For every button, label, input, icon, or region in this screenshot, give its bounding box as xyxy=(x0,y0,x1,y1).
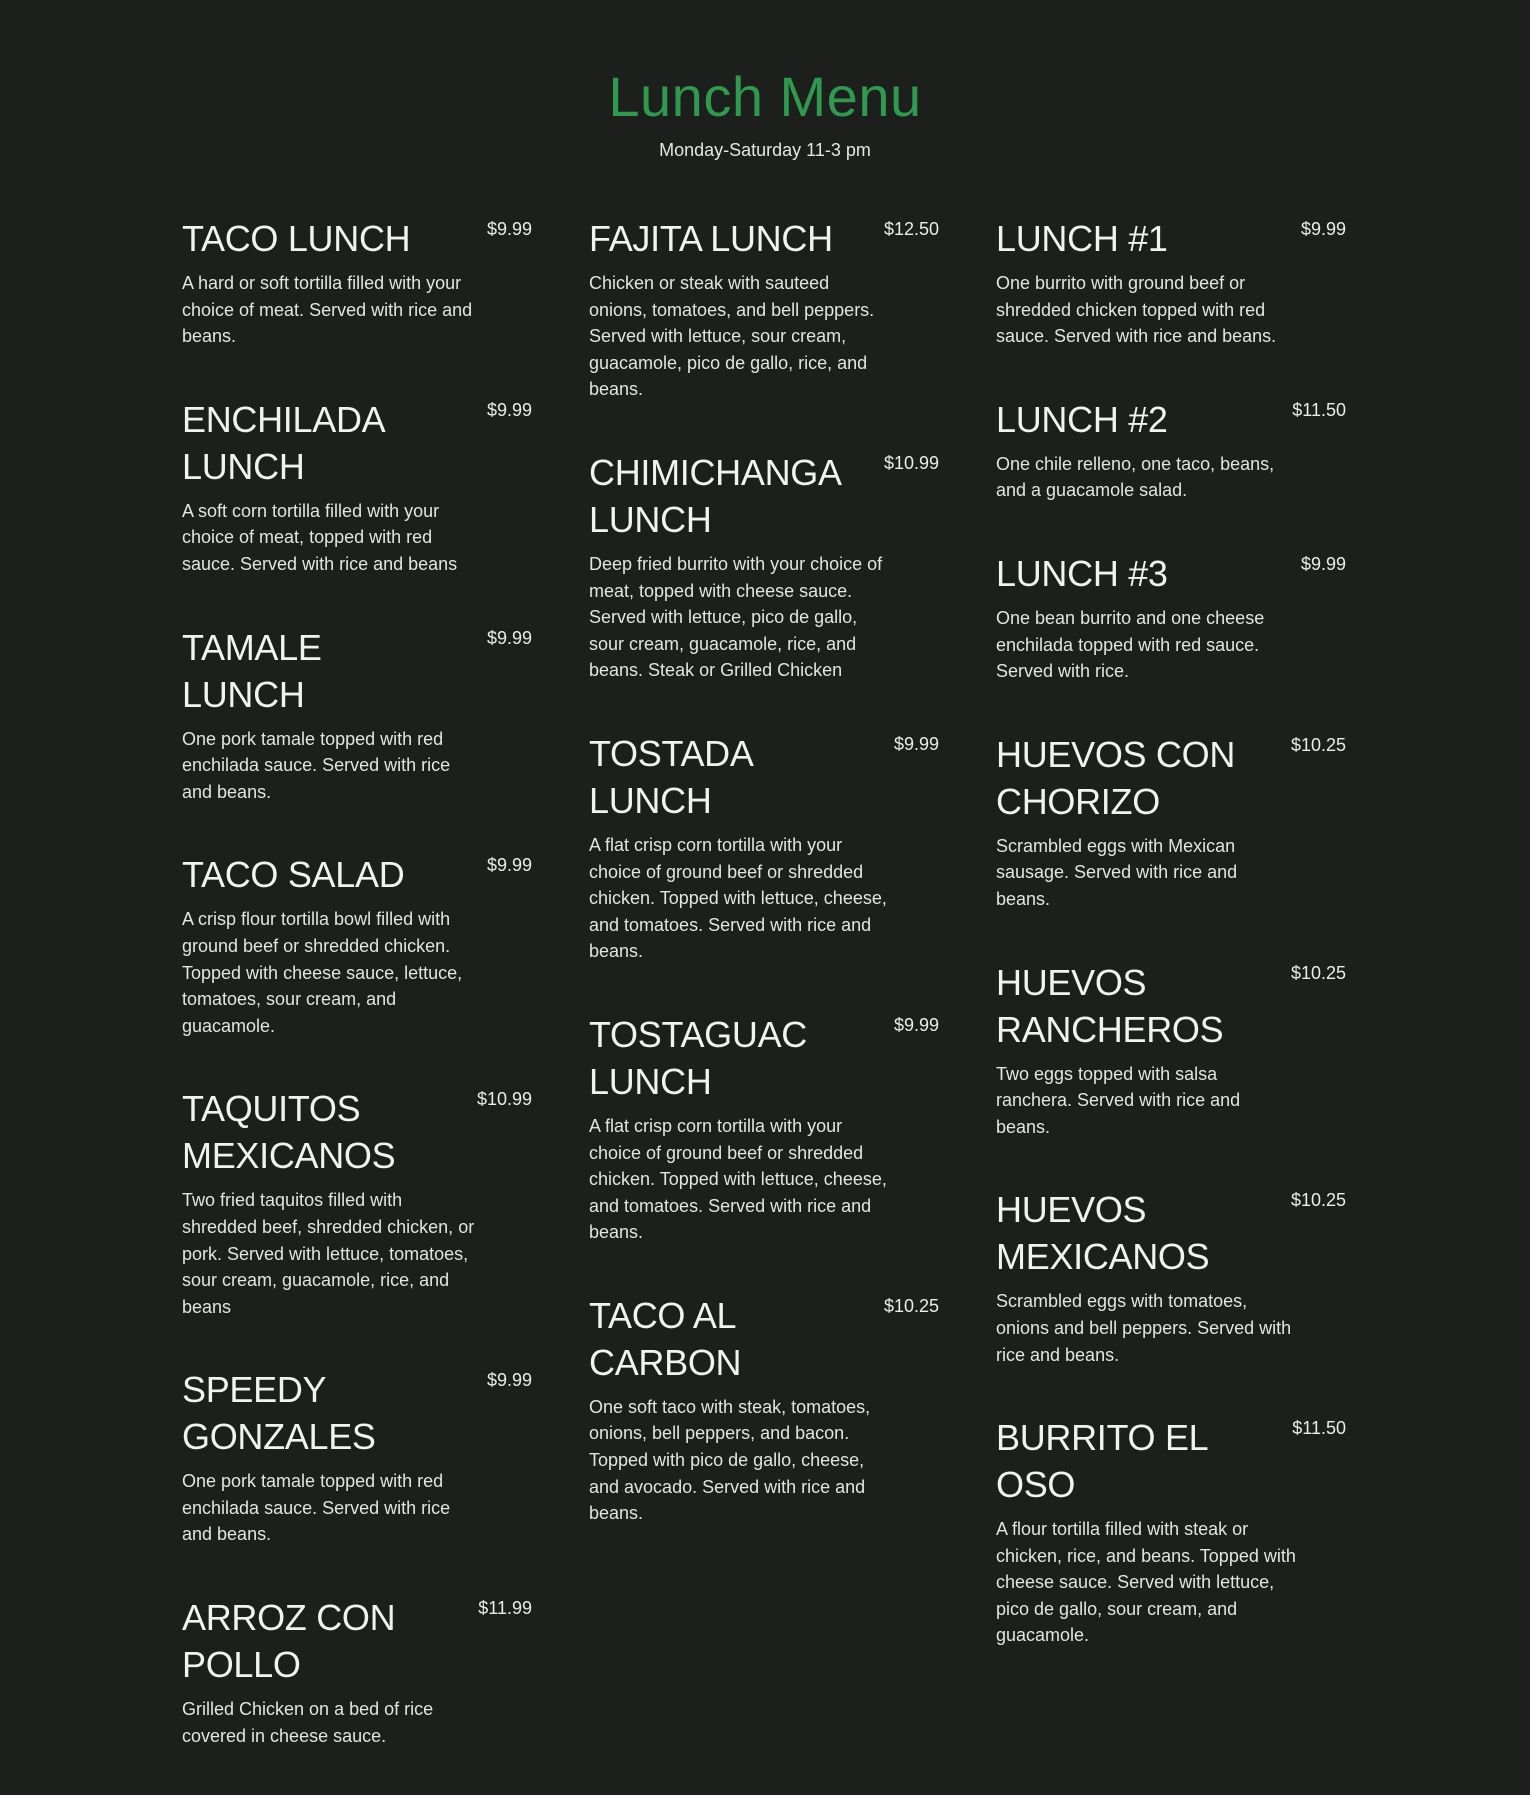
menu-item-header xyxy=(589,215,939,262)
menu-item-header xyxy=(996,396,1346,443)
menu-item-name: BURRITO EL OSO xyxy=(996,1417,1208,1506)
menu-item-name: HUEVOS CON CHORIZO xyxy=(996,733,1236,822)
menu-item-name: TAMALE LUNCH xyxy=(182,626,322,715)
menu-item-price: $10.25 xyxy=(883,1295,939,1316)
menu-item xyxy=(182,624,532,806)
menu-item xyxy=(996,1414,1346,1649)
menu-item xyxy=(996,215,1346,350)
menu-item-header xyxy=(182,851,532,898)
menu-item xyxy=(996,959,1346,1141)
menu-item-price: $9.99 xyxy=(486,855,532,876)
menu-item-description: A flour tortilla filled with steak or chicken, rice, and beans. Topped with cheese sauce. Served with lettuce, pico de gallo, sour cream, and guacamole. xyxy=(996,1519,1296,1646)
menu-item-description: One pork tamale topped with red enchilada sauce. Served with rice and beans. xyxy=(182,728,451,802)
menu-item xyxy=(589,1011,939,1246)
menu-item xyxy=(182,396,532,578)
page-subtitle: Monday-Saturday 11-3 pm xyxy=(659,140,871,160)
menu-item-name: TOSTADA LUNCH xyxy=(589,732,752,821)
menu-item-name: HUEVOS RANCHEROS xyxy=(996,961,1224,1050)
menu-item-price: $10.25 xyxy=(1290,962,1346,983)
menu-item-price: $11.99 xyxy=(478,1598,532,1619)
menu-item-description: One soft taco with steak, tomatoes, onions, bell peppers, and bacon. Topped with pico de gallo, cheese, and avocado. Served with rice and beans. xyxy=(589,1396,871,1524)
menu-item-name: LUNCH #1 xyxy=(996,218,1168,259)
menu-item-description: A soft corn tortilla filled with your choice of meat, topped with red sauce. Served with rice and beans xyxy=(182,500,458,574)
menu-item-price: $9.99 xyxy=(893,733,939,754)
menu-item-name: TOSTAGUAC LUNCH xyxy=(589,1013,807,1102)
menu-item-description: One bean burrito and one cheese enchilada topped with red sauce. Served with rice. xyxy=(996,607,1265,682)
menu-item-description: Two eggs topped with salsa ranchera. Served with rice and beans. xyxy=(996,1063,1241,1137)
menu-item-header xyxy=(589,449,939,543)
menu-item-header xyxy=(996,959,1346,1053)
menu-item-price: $10.99 xyxy=(476,1089,532,1110)
menu-item-description: A hard or soft tortilla filled with your choice of meat. Served with rice and beans. xyxy=(182,273,473,347)
menu-item-description: One chile relleno, one taco, beans, and a guacamole salad. xyxy=(996,453,1275,501)
menu-item-price: $9.99 xyxy=(486,1370,532,1391)
menu-column-3 xyxy=(996,215,1346,1695)
menu-column-2 xyxy=(589,215,939,1573)
menu-item xyxy=(182,1594,532,1749)
menu-item xyxy=(589,215,939,403)
menu-item xyxy=(182,851,532,1039)
menu-item xyxy=(182,215,532,350)
menu-item xyxy=(182,1085,532,1320)
menu-item-description: Scrambled eggs with tomatoes, onions and bell peppers. Served with rice and beans. xyxy=(996,1291,1292,1365)
menu-item-name: LUNCH #3 xyxy=(996,552,1168,594)
menu-item xyxy=(996,1186,1346,1368)
menu-header xyxy=(0,62,1530,162)
menu-item-description: A crisp flour tortilla bowl filled with ground beef or shredded chicken. Topped with cheese sauce, lettuce, tomatoes, sour cream, and guacamole. xyxy=(182,909,463,1036)
menu-item-name: TACO SALAD xyxy=(182,854,405,896)
menu-item-price: $10.99 xyxy=(883,452,939,473)
menu-item-description: Scrambled eggs with Mexican sausage. Served with rice and beans. xyxy=(996,835,1238,909)
menu-item-price: $10.25 xyxy=(1290,734,1346,755)
menu-item-price: $9.99 xyxy=(1300,219,1346,239)
menu-item xyxy=(589,730,939,965)
menu-item-price: $9.99 xyxy=(486,399,532,420)
menu-item xyxy=(996,731,1346,913)
menu-item-header xyxy=(589,1292,939,1386)
menu-item-price: $9.99 xyxy=(893,1014,939,1035)
menu-item-description: One pork tamale topped with red enchilada sauce. Served with rice and beans. xyxy=(182,1471,451,1545)
menu-item-name: LUNCH #2 xyxy=(996,398,1168,440)
menu-item-header xyxy=(182,396,532,490)
menu-item xyxy=(182,1366,532,1548)
menu-item-price: $11.50 xyxy=(1292,1418,1346,1439)
menu-item-name: CHIMICHANGA LUNCH xyxy=(589,451,840,540)
menu-item-name: ARROZ CON POLLO xyxy=(182,1597,396,1686)
menu-item-name: ENCHILADA LUNCH xyxy=(182,398,384,487)
menu-item-price: $11.50 xyxy=(1292,399,1346,420)
menu-item-header xyxy=(589,730,939,824)
menu-item-header xyxy=(996,215,1346,262)
menu-item xyxy=(589,1292,939,1527)
menu-item-header xyxy=(182,624,532,718)
menu-item-name: FAJITA LUNCH xyxy=(589,218,833,259)
menu-item-price: $9.99 xyxy=(486,219,532,239)
menu-column-1 xyxy=(182,215,532,1795)
menu-item-description: Chicken or steak with sauteed onions, tomatoes, and bell peppers. Served with lettuce, sour cream, guacamole, pico de gallo, rice, and beans. xyxy=(589,273,875,400)
menu-item-description: Deep fried burrito with your choice of meat, topped with cheese sauce. Served with lettuce, pico de gallo, sour cream, guacamole, rice, and beans. Steak or Grilled Chicken xyxy=(589,553,883,681)
menu-item-price: $9.99 xyxy=(486,627,532,648)
menu-item-name: TACO AL CARBON xyxy=(589,1294,742,1383)
menu-item-description: A flat crisp corn tortilla with your choice of ground beef or shredded chicken. Topped with lettuce, cheese, and tomatoes. Served with rice and beans. xyxy=(589,834,887,962)
menu-item-description: Two fried taquitos filled with shredded beef, shredded chicken, or pork. Served with lettuce, tomatoes, sour cream, guacamole, rice, and beans xyxy=(182,1190,475,1317)
menu-item-header xyxy=(996,1414,1346,1508)
menu-item-header xyxy=(589,1011,939,1105)
menu-item-price: $12.50 xyxy=(883,219,939,239)
menu-item-name: TAQUITOS MEXICANOS xyxy=(182,1088,396,1177)
menu-item xyxy=(996,550,1346,685)
menu-item-name: SPEEDY GONZALES xyxy=(182,1369,376,1458)
menu-item-price: $9.99 xyxy=(1300,553,1346,574)
menu-item-description: A flat crisp corn tortilla with your choice of ground beef or shredded chicken. Topped with lettuce, cheese, and tomatoes. Served with rice and beans. xyxy=(589,1115,887,1243)
menu-item xyxy=(589,449,939,684)
page-title: Lunch Menu xyxy=(608,65,922,128)
menu-item-header xyxy=(182,1085,532,1179)
menu-item xyxy=(996,396,1346,504)
menu-item-header xyxy=(996,550,1346,597)
menu-item-header xyxy=(996,731,1346,825)
menu-item-price: $10.25 xyxy=(1290,1190,1346,1211)
menu-item-header xyxy=(182,215,532,262)
menu-item-description: Grilled Chicken on a bed of rice covered in cheese sauce. xyxy=(182,1699,434,1746)
menu-item-name: HUEVOS MEXICANOS xyxy=(996,1189,1210,1278)
menu-item-header xyxy=(182,1594,532,1688)
menu-item-name: TACO LUNCH xyxy=(182,218,411,259)
menu-item-description: One burrito with ground beef or shredded chicken topped with red sauce. Served with rice and beans. xyxy=(996,273,1277,347)
menu-item-header xyxy=(996,1186,1346,1280)
menu-item-header xyxy=(182,1366,532,1460)
